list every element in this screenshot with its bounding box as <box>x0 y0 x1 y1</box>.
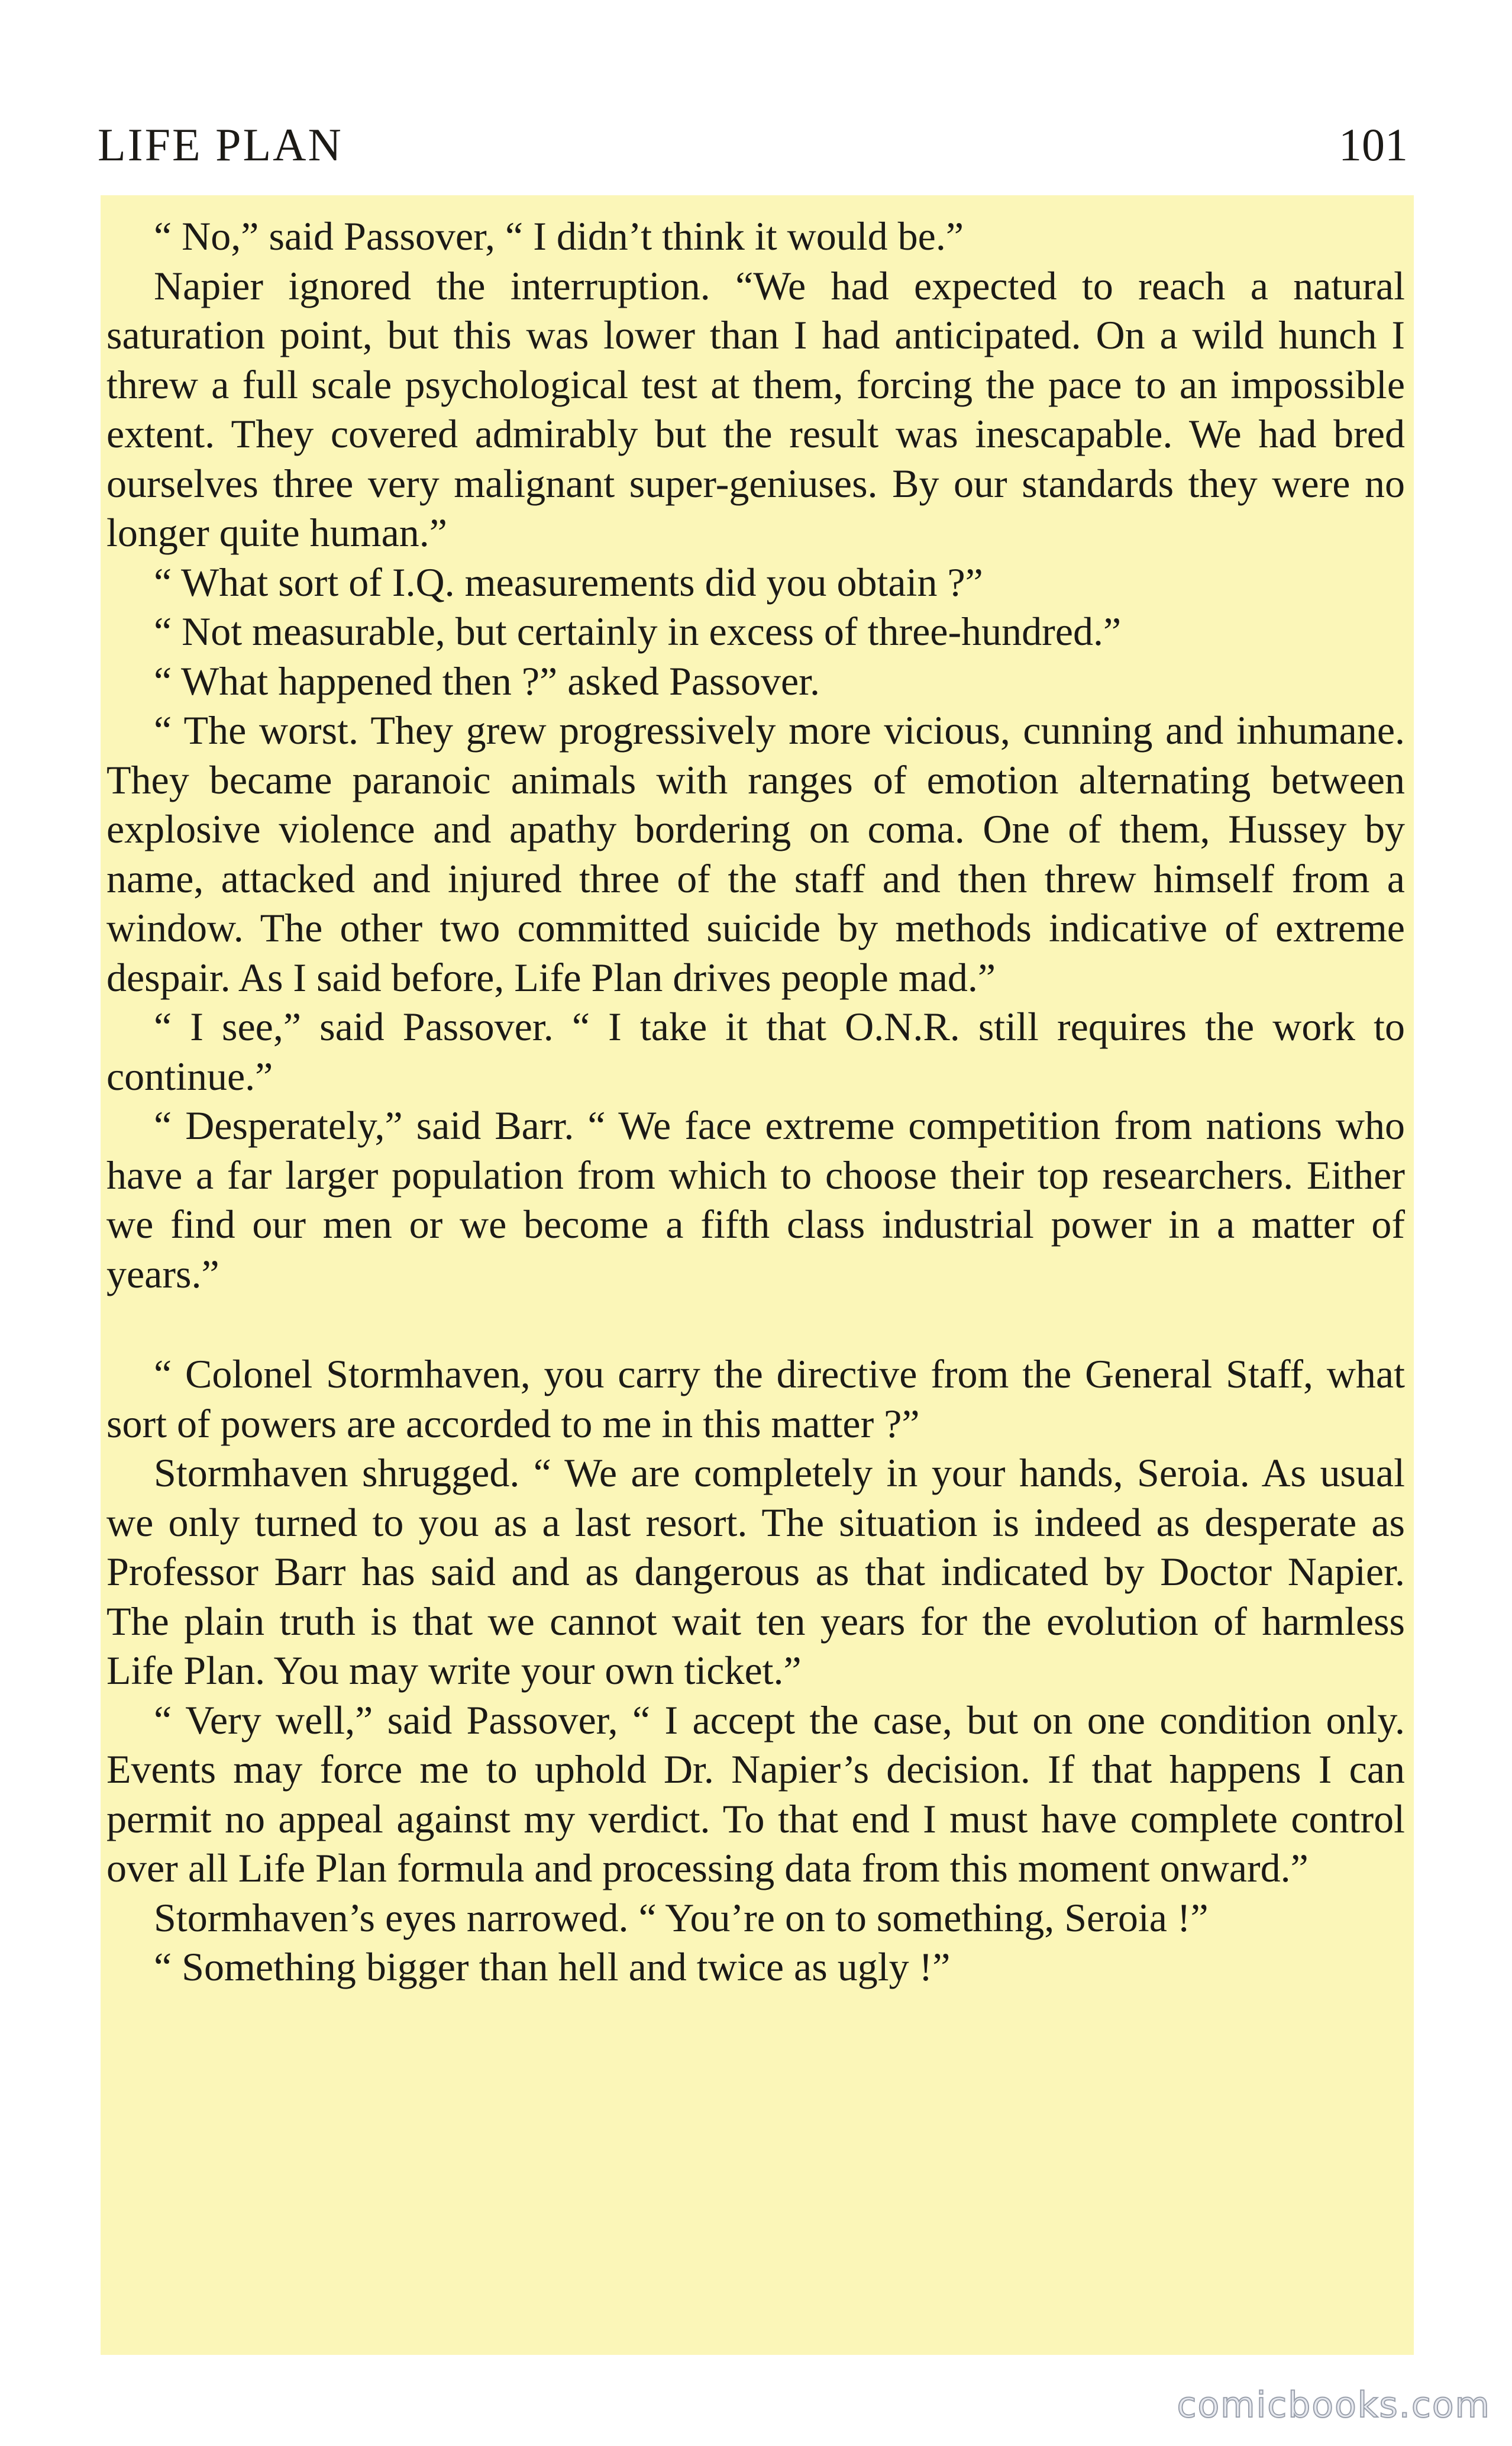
paragraph: “ Very well,” said Passover, “ I accept the case, but on one condition only. Events may force me to uphold Dr. Napier’s decision. If that happens I can permit no appeal against my verdict. To that end I must have complete control over all Life Plan formula and processing data from this moment onward.” <box>106 1697 1405 1890</box>
paragraph: “ No,” said Passover, “ I didn’t think it would be.” <box>154 214 964 259</box>
paragraph: “ What sort of I.Q. measurements did you obtain ?” <box>154 559 983 605</box>
paragraph: “ Desperately,” said Barr. “ We face extreme competition from nations who have a far larger population from which to choose their top researchers. Either we find our men or we become a fifth class industrial power in a matter of years.” <box>106 1103 1405 1296</box>
paragraph: “ The worst. They grew progressively more vicious, cunning and inhumane. They became paranoic animals with ranges of emotion alternating between explosive violence and apathy bordering on coma. One of them, Hussey by name, attacked and injured three of the staff and then threw himself from a window. The other two committed suicide by methods indicative of extreme despair. As I said before, Life Plan drives people mad.” <box>106 708 1405 1000</box>
paragraph: “ What happened then ?” asked Passover. <box>154 658 820 704</box>
paragraph: Stormhaven’s eyes narrowed. “ You’re on to something, Seroia !” <box>154 1895 1209 1940</box>
paragraph: “ Colonel Stormhaven, you carry the directive from the General Staff, what sort of powers are accorded to me in this matter ?” <box>106 1351 1405 1446</box>
paragraph: “ I see,” said Passover. “ I take it that O.N.R. still requires the work to continue.” <box>106 1004 1405 1099</box>
page-header <box>98 112 1408 178</box>
watermark: comicbooks.com <box>1177 2384 1491 2426</box>
paragraph: “ Something bigger than hell and twice as ugly !” <box>154 1944 951 1989</box>
running-title: LIFE PLAN <box>98 119 343 170</box>
paragraph: “ Not measurable, but certainly in excess of three-hundred.” <box>154 609 1122 654</box>
page-number: 101 <box>1339 119 1408 170</box>
paragraph: Stormhaven shrugged. “ We are completely in your hands, Seroia. As usual we only turned to you as a last resort. The situation is indeed as desperate as Professor Barr has said and as dangerous as that indicated by Doctor Napier. The plain truth is that we cannot wait ten years for the evolution of harmless Life Plan. You may write your own ticket.” <box>106 1450 1405 1693</box>
paragraph: Napier ignored the interruption. “We had expected to reach a natural saturation point, but this was lower than I had anticipated. On a wild hunch I threw a full scale psychological test at them, forcing the pace to an impossible extent. They covered admirably but the result was inescapable. We had bred ourselves three very malignant super-geniuses. By our standards they were no longer quite human.” <box>106 263 1405 555</box>
highlighted-text-block <box>101 195 1414 2355</box>
body-text <box>106 212 1405 1992</box>
